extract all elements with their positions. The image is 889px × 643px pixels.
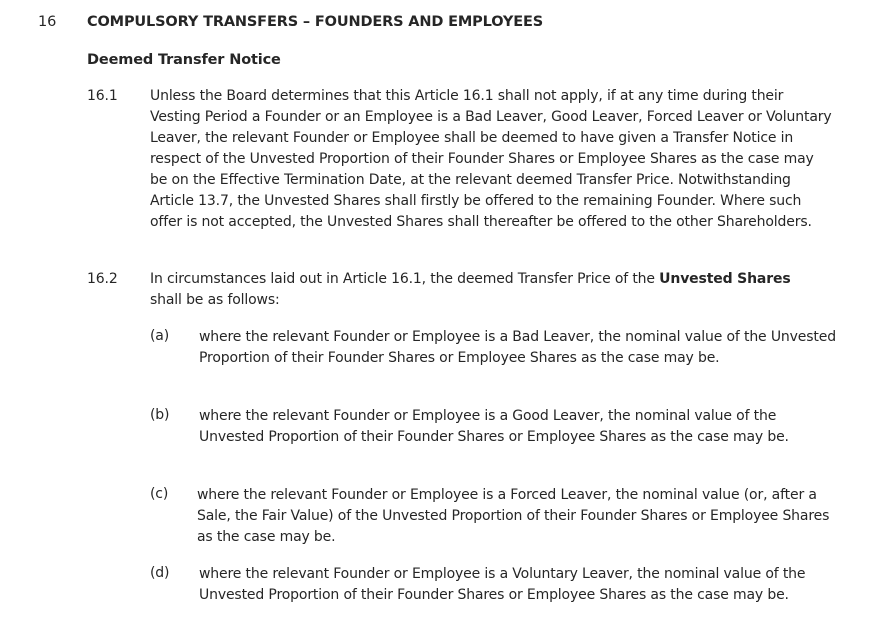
section-number: 16 xyxy=(38,14,57,30)
subclause-letter: (d) xyxy=(150,565,170,581)
defined-term: Unvested Shares xyxy=(659,271,791,287)
clause-text: Unless the Board determines that this Article 16.1 shall not apply, if at any time during their Vesting Period a Founder or an Employee is a Bad Leaver, Good Leaver, Forced Leaver or Voluntary Leaver, the relevant Founder or Employee shall be deemed to have given a Transfer Notice in respect of the Unvested Proportion of their Founder Shares or Employee Shares as the case may be on the Effective Termination Date, at the relevant deemed Transfer Price. Notwithstanding Article 13.7, the Unvested Shares shall firstly be offered to the remaining Founder. Where such offer is not accepted, the Unvested Shares shall thereafter be offered to the other Shareholders. xyxy=(150,88,832,230)
clause-text-start: In circumstances laid out in Article 16.1, the deemed Transfer Price of the xyxy=(150,271,660,287)
section-title: COMPULSORY TRANSFERS – FOUNDERS AND EMPLOYEES xyxy=(87,14,544,30)
subclause-letter: (a) xyxy=(150,328,170,344)
subclause-text: where the relevant Founder or Employee is a Good Leaver, the nominal value of the Unvested Proportion of their Founder Shares or Employee Shares as the case may be. xyxy=(199,408,789,445)
subheading: Deemed Transfer Notice xyxy=(87,52,281,68)
clause-text-end: shall be as follows: xyxy=(150,292,280,308)
clause-number: 16.1 xyxy=(87,88,118,104)
subclause-letter: (c) xyxy=(150,486,169,502)
clause-text xyxy=(150,269,832,311)
subclause-text: where the relevant Founder or Employee is a Forced Leaver, the nominal value (or, after a Sale, the Fair Value) of the Unvested Proportion of their Founder Shares or Employee Shares as the case may be. xyxy=(197,487,830,545)
subclause-text: where the relevant Founder or Employee is a Voluntary Leaver, the nominal value of the Unvested Proportion of their Founder Shares or Employee Shares as the case may be. xyxy=(199,566,806,603)
clause-number: 16.2 xyxy=(87,271,118,287)
subclause-text: where the relevant Founder or Employee is a Bad Leaver, the nominal value of the Unvested Proportion of their Founder Shares or Employee Shares as the case may be. xyxy=(199,329,836,366)
subclause-letter: (b) xyxy=(150,407,170,423)
